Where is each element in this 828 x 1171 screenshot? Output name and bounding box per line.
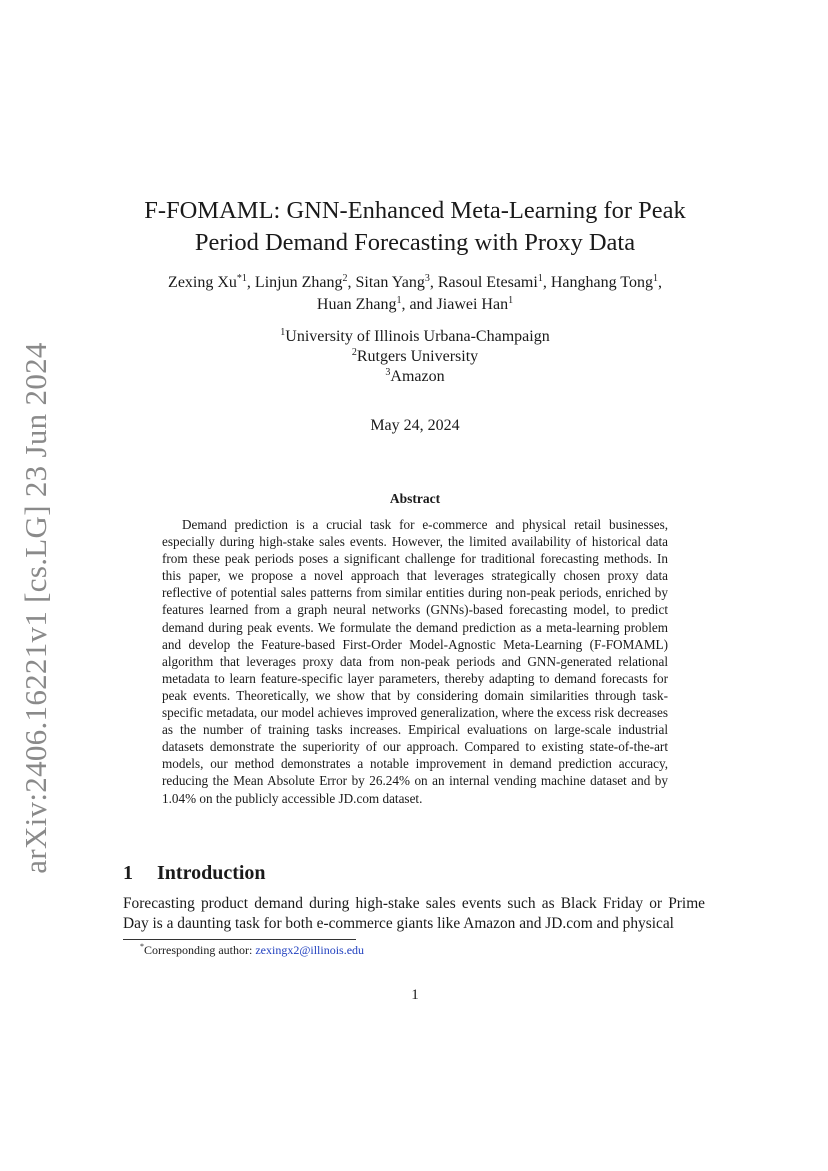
author-affiliation-mark: 1 [537,273,543,284]
affiliation-item [100,327,730,347]
author-separator: , and [401,296,437,313]
author-name: Sitan Yang [355,274,425,291]
author-separator: , [657,274,662,291]
affiliation-name: Rutgers University [356,348,479,365]
page-number: 1 [411,987,419,1003]
corresponding-email-link[interactable]: zexingx2@illinois.edu [255,943,365,957]
introduction-body [123,894,705,933]
author-separator: , [347,274,356,291]
author-list [100,272,730,316]
author-affiliation-mark: 2 [342,273,348,284]
affiliation-item [100,367,730,387]
author-separator: , [429,274,438,291]
author-affiliation-mark: 1 [508,295,514,306]
footnote-label: Corresponding author: [144,943,256,957]
affiliation-mark: 3 [385,367,391,378]
abstract-paragraph: Demand prediction is a crucial task for e-commerce and physical retail businesses, especially during high-stake sales events. However, the limited availability of historical data from these peak periods poses a significant challenge for traditional forecasting methods. In this paper, we propose a novel approach that leverages strategically chosen proxy data reflective of potential sales patterns from similar entities during non-peak periods, enriched by features learned from a graph neural networks (GNNs)-based forecasting model, to predict demand during peak events. We formulate the demand prediction as a meta-learning problem and develop the Feature-based First-Order Model-Agnostic Meta-Learning (F-FOMAML) algorithm that leverages proxy data from non-peak periods and GNN-generated relational metadata to learn feature-specific layer parameters, thereby adapting to demand forecasts for peak events. Theoretically, we show that by considering domain similarities through task-specific metadata, our model achieves improved generalization, where the excess risk decreases as the number of training tasks increases. Empirical evaluations on large-scale industrial datasets demonstrate the superiority of our approach. Compared to existing state-of-the-art models, our method demonstrates a notable improvement in demand prediction accuracy, reducing the Mean Absolute Error by 26.24% on an internal vending machine dataset and by 1.04% on the publicly accessible JD.com dataset. [162,517,668,806]
affiliation-item [100,347,730,367]
author-line-2 [100,294,730,316]
author-separator: , [246,274,255,291]
author-affiliation-mark: 3 [424,273,430,284]
section-number: 1 [123,862,133,884]
author-affiliation-mark: 1 [652,273,658,284]
affiliation-list [100,327,730,387]
affiliation-name: Amazon [390,368,445,385]
paper-title [100,195,730,259]
author-separator: , [542,274,551,291]
author-line-1 [100,272,730,294]
author-name: Huan Zhang [316,296,397,313]
author-name: Hanghang Tong [550,274,653,291]
author-name: Rasoul Etesami [437,274,538,291]
paper-title-line-2: Period Demand Forecasting with Proxy Data [194,229,636,256]
footnote-divider [123,939,356,940]
paper-title-line-1: F-FOMAML: GNN-Enhanced Meta-Learning for Peak [144,197,686,224]
arxiv-identifier-stamp: arXiv:2406.16221v1 [cs.LG] 23 Jun 2024 [18,342,53,874]
section-heading [123,862,266,885]
introduction-paragraph: Forecasting product demand during high-stake sales events such as Black Friday or Prime Day is a daunting task for both e-commerce giants like Amazon and JD.com and physical [123,895,705,932]
author-affiliation-mark: 1 [396,295,402,306]
author-name: Jiawei Han [436,296,509,313]
affiliation-name: University of Illinois Urbana-Champaign [285,328,550,345]
publication-date: May 24, 2024 [370,417,460,434]
abstract-body [162,516,668,807]
abstract-heading: Abstract [389,491,441,506]
affiliation-mark: 1 [280,327,286,338]
author-affiliation-mark: *1 [236,273,247,284]
footnote-mark: * [140,942,144,951]
author-name: Linjun Zhang [254,274,343,291]
section-title: Introduction [157,862,266,884]
footnote [140,943,364,958]
author-name: Zexing Xu [168,274,237,291]
affiliation-mark: 2 [351,347,357,358]
